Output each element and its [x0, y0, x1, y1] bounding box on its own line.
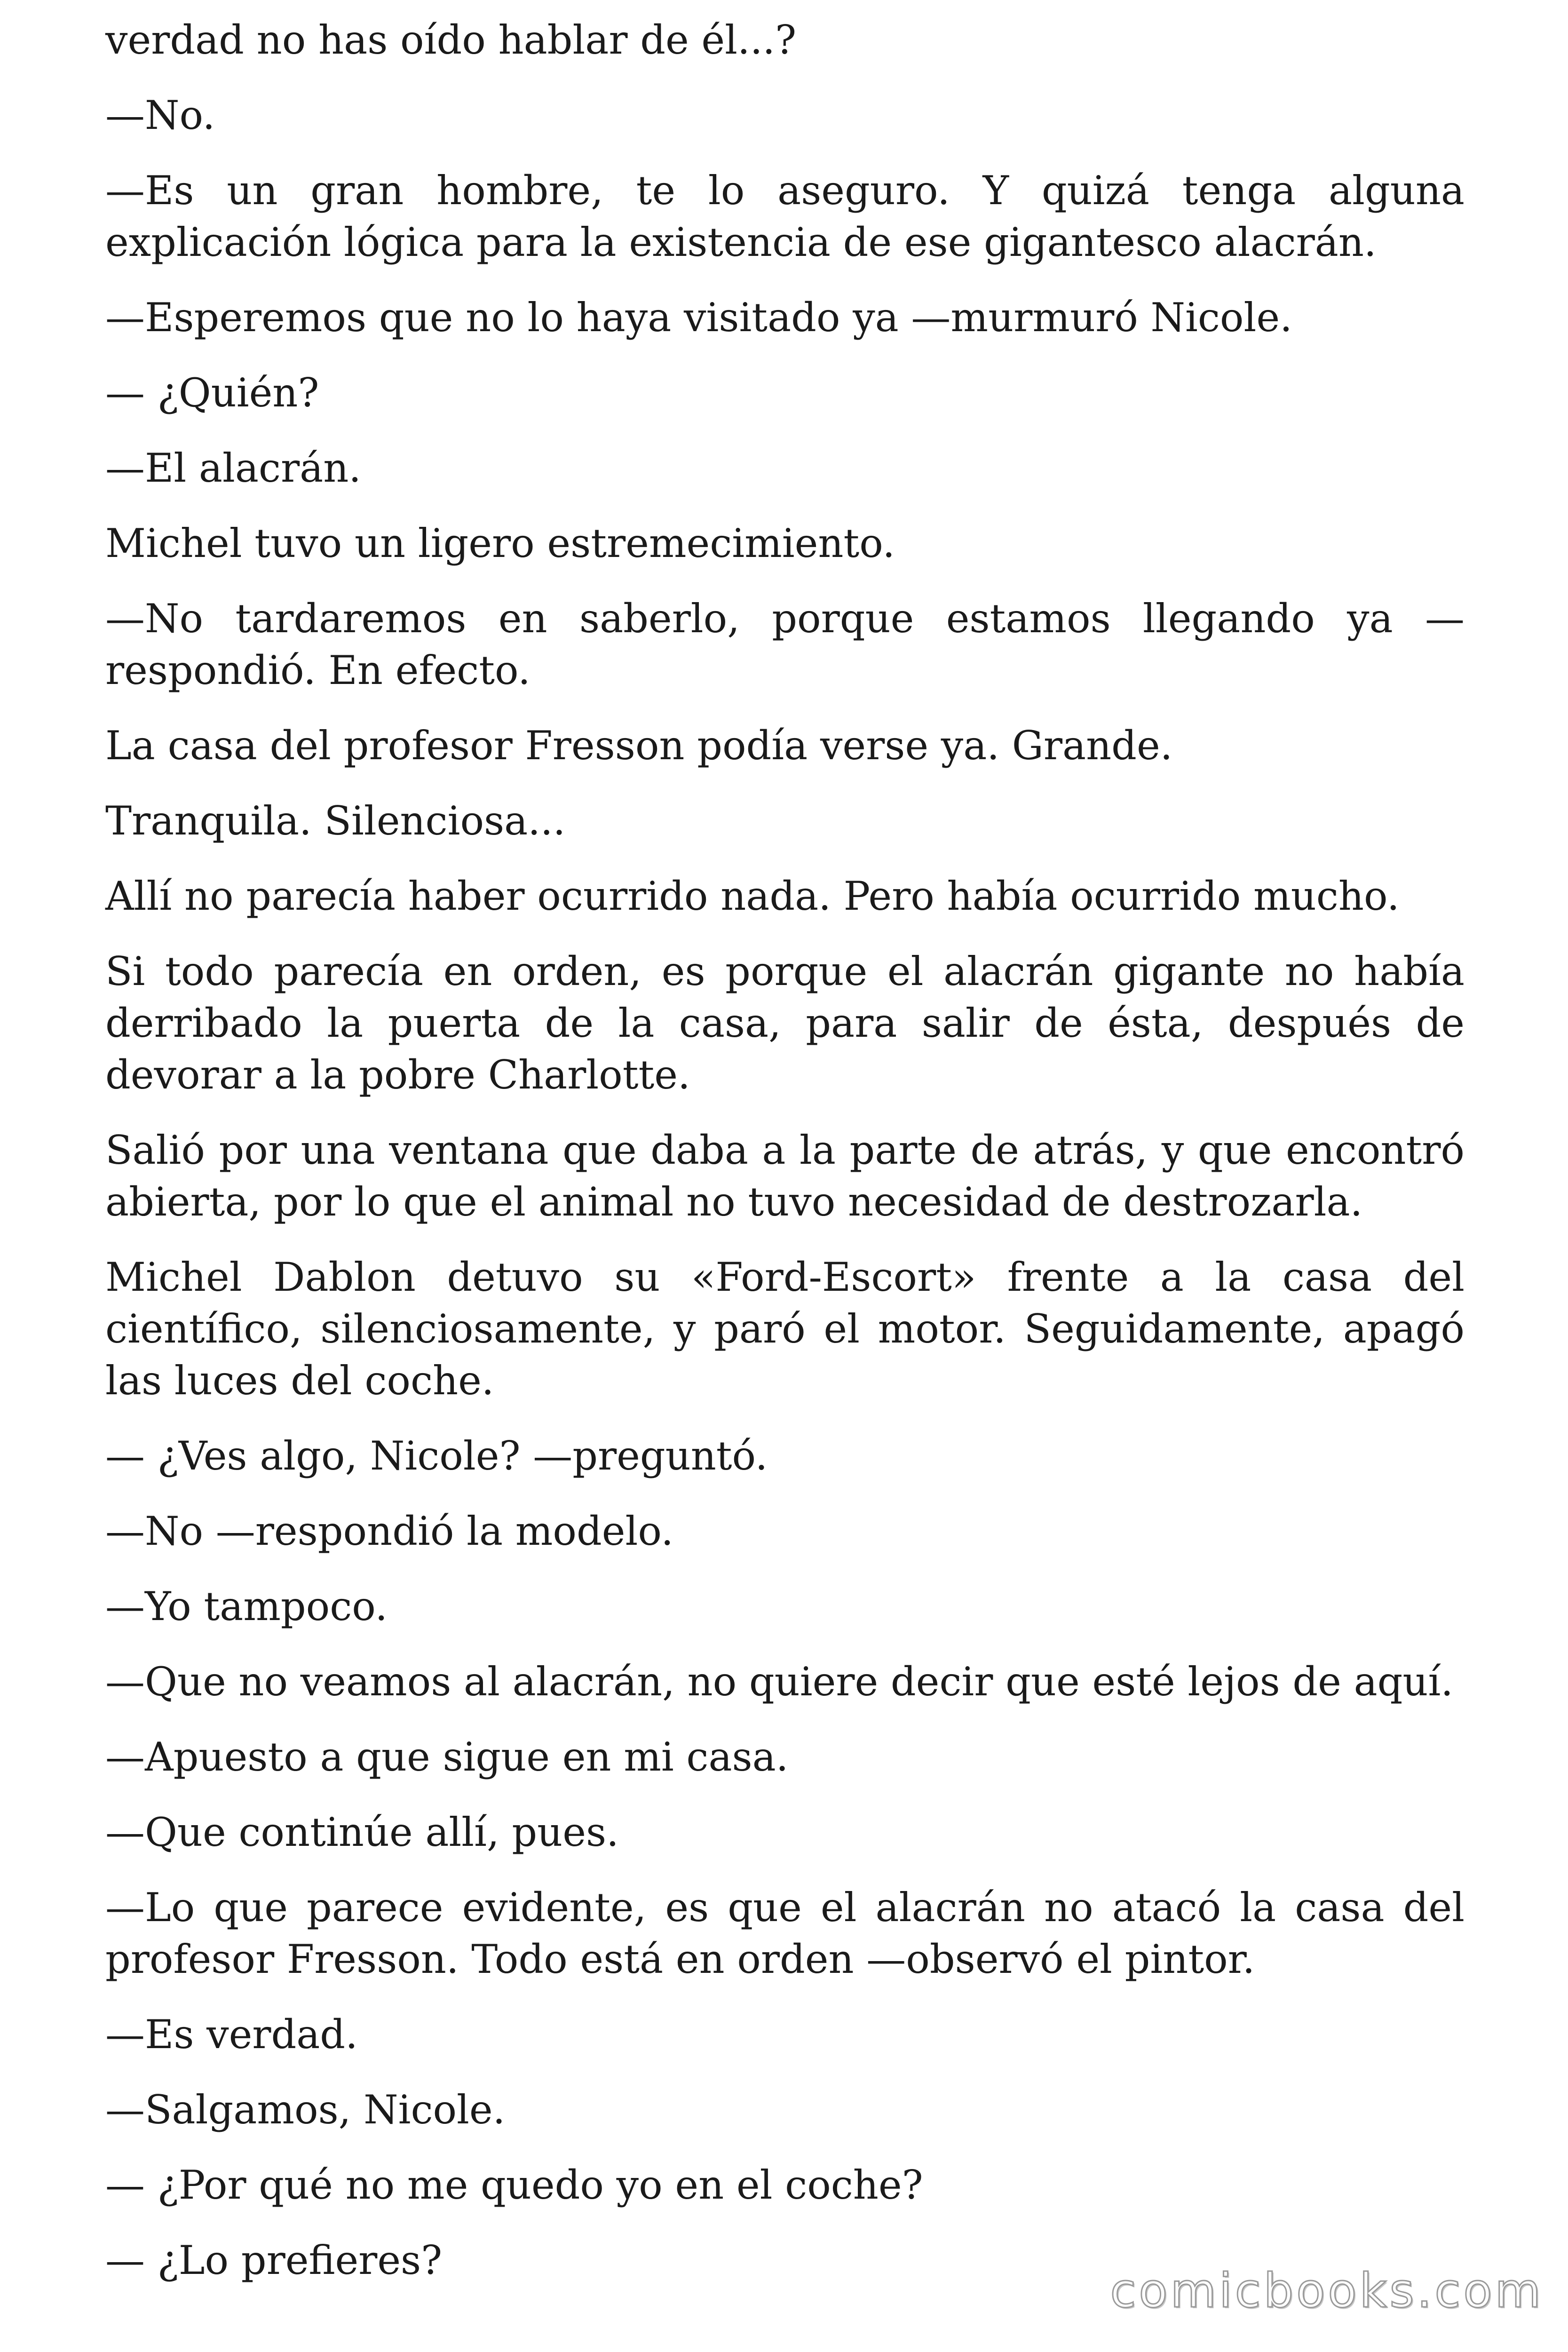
paragraph: —Yo tampoco.: [105, 1583, 388, 1629]
paragraph: Tranquila. Silenciosa...: [105, 798, 566, 844]
paragraph: —Es un gran hombre, te lo aseguro. Y quizá tenga alguna explicación lógica para la existencia de ese gigantesco alacrán.: [105, 167, 1465, 265]
paragraph: —Esperemos que no lo haya visitado ya —murmuró Nicole.: [105, 294, 1292, 341]
paragraph: verdad no has oído hablar de él...?: [105, 17, 797, 63]
paragraph: —No —respondió la modelo.: [105, 1508, 674, 1554]
paragraph: —Es verdad.: [105, 2011, 358, 2058]
paragraph: — ¿Ves algo, Nicole? —preguntó.: [105, 1433, 768, 1479]
paragraph: —Apuesto a que sigue en mi casa.: [105, 1734, 789, 1780]
paragraph: Michel Dablon detuvo su «Ford-Escort» frente a la casa del científico, silenciosamente, y paró el motor. Seguidamente, apagó las luces del coche.: [105, 1254, 1465, 1404]
watermark: comicbooks.com: [1110, 2263, 1544, 2318]
paragraph: —Que continúe allí, pues.: [105, 1809, 619, 1855]
paragraph: Salió por una ventana que daba a la parte de atrás, y que encontró abierta, por lo que el animal no tuvo necesidad de destrozarla.: [105, 1127, 1465, 1225]
book-page-text: [105, 14, 1465, 2286]
paragraph: —No.: [105, 92, 215, 138]
paragraph: —El alacrán.: [105, 445, 361, 491]
paragraph: — ¿Por qué no me quedo yo en el coche?: [105, 2162, 923, 2208]
paragraph: —Lo que parece evidente, es que el alacrán no atacó la casa del profesor Fresson. Todo está en orden —observó el pintor.: [105, 1884, 1465, 1982]
paragraph: Michel tuvo un ligero estremecimiento.: [105, 520, 895, 566]
paragraph: —Salgamos, Nicole.: [105, 2087, 506, 2133]
paragraph: —No tardaremos en saberlo, porque estamos llegando ya —respondió. En efecto.: [105, 596, 1465, 693]
paragraph: Si todo parecía en orden, es porque el alacrán gigante no había derribado la puerta de la casa, para salir de ésta, después de devorar a la pobre Charlotte.: [105, 948, 1465, 1098]
paragraph: — ¿Lo prefieres?: [105, 2237, 443, 2283]
paragraph: —Que no veamos al alacrán, no quiere decir que esté lejos de aquí.: [105, 1659, 1454, 1705]
paragraph: La casa del profesor Fresson podía verse ya. Grande.: [105, 723, 1173, 769]
paragraph: Allí no parecía haber ocurrido nada. Pero había ocurrido mucho.: [105, 873, 1400, 919]
paragraph: — ¿Quién?: [105, 370, 319, 416]
